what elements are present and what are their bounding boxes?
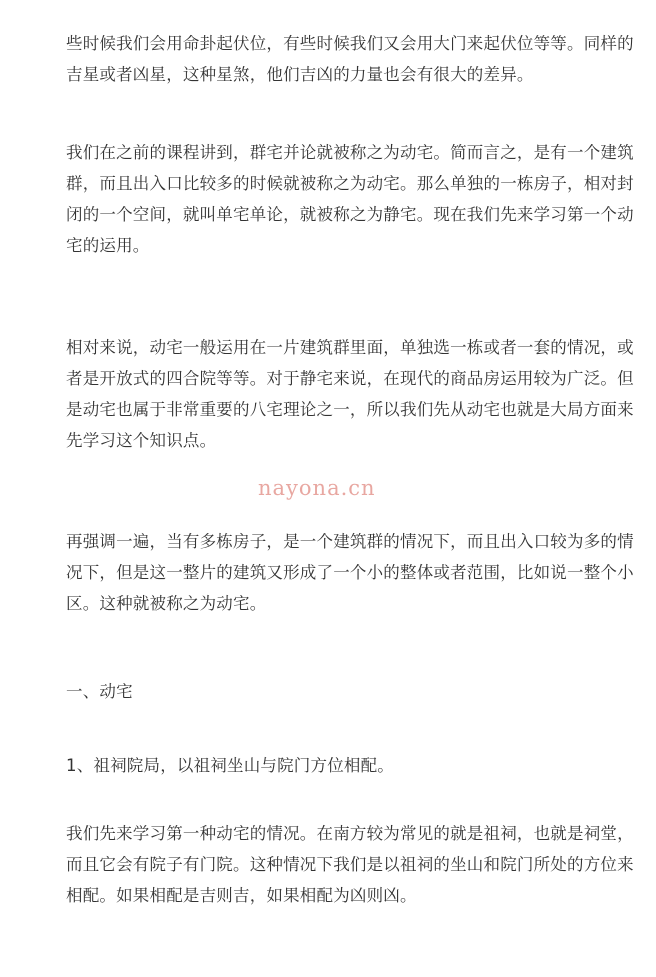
paragraph-line: 先学习这个知识点。 xyxy=(66,431,217,450)
paragraph-1 xyxy=(66,28,634,90)
watermark: nayona.cn xyxy=(258,476,376,500)
paragraph-line: 闭的一个空间，就叫单宅单论，就被称之为静宅。现在我们先来学习第一个动 xyxy=(66,205,634,224)
paragraph-line: 是动宅也属于非常重要的八宅理论之一，所以我们先从动宅也就是大局方面来 xyxy=(66,400,634,419)
paragraph-line: 吉星或者凶星，这种星煞，他们吉凶的力量也会有很大的差异。 xyxy=(66,65,534,84)
paragraph-line: 相对来说，动宅一般运用在一片建筑群里面，单独选一栋或者一套的情况，或 xyxy=(66,338,634,357)
paragraph-5 xyxy=(66,818,634,911)
paragraph-2 xyxy=(66,137,634,261)
section-heading xyxy=(66,676,611,707)
paragraph-line: 而且它会有院子有门院。这种情况下我们是以祖祠的坐山和院门所处的方位来 xyxy=(66,855,634,874)
paragraph-line: 我们在之前的课程讲到，群宅并论就被称之为动宅。简而言之，是有一个建筑 xyxy=(66,143,634,162)
paragraph-line: 我们先来学习第一种动宅的情况。在南方较为常见的就是祖祠，也就是祠堂， xyxy=(66,824,634,843)
paragraph-line: 些时候我们会用命卦起伏位，有些时候我们又会用大门来起伏位等等。同样的 xyxy=(66,34,634,53)
heading-line: 1、祖祠院局，以祖祠坐山与院门方位相配。 xyxy=(66,756,394,775)
paragraph-line: 相配。如果相配是吉则吉，如果相配为凶则凶。 xyxy=(66,886,417,905)
heading-line: 一、动宅 xyxy=(66,682,133,701)
paragraph-line: 再强调一遍，当有多栋房子，是一个建筑群的情况下，而且出入口较为多的情 xyxy=(66,532,634,551)
paragraph-line: 群，而且出入口比较多的时候就被称之为动宅。那么单独的一栋房子，相对封 xyxy=(66,174,634,193)
paragraph-line: 区。这种就被称之为动宅。 xyxy=(66,594,267,613)
subsection-heading xyxy=(66,750,611,781)
paragraph-line: 者是开放式的四合院等等。对于静宅来说，在现代的商品房运用较为广泛。但 xyxy=(66,369,634,388)
paragraph-3 xyxy=(66,332,634,456)
paragraph-4 xyxy=(66,526,634,619)
paragraph-line: 况下，但是这一整片的建筑又形成了一个小的整体或者范围，比如说一整个小 xyxy=(66,563,634,582)
paragraph-line: 宅的运用。 xyxy=(66,236,150,255)
